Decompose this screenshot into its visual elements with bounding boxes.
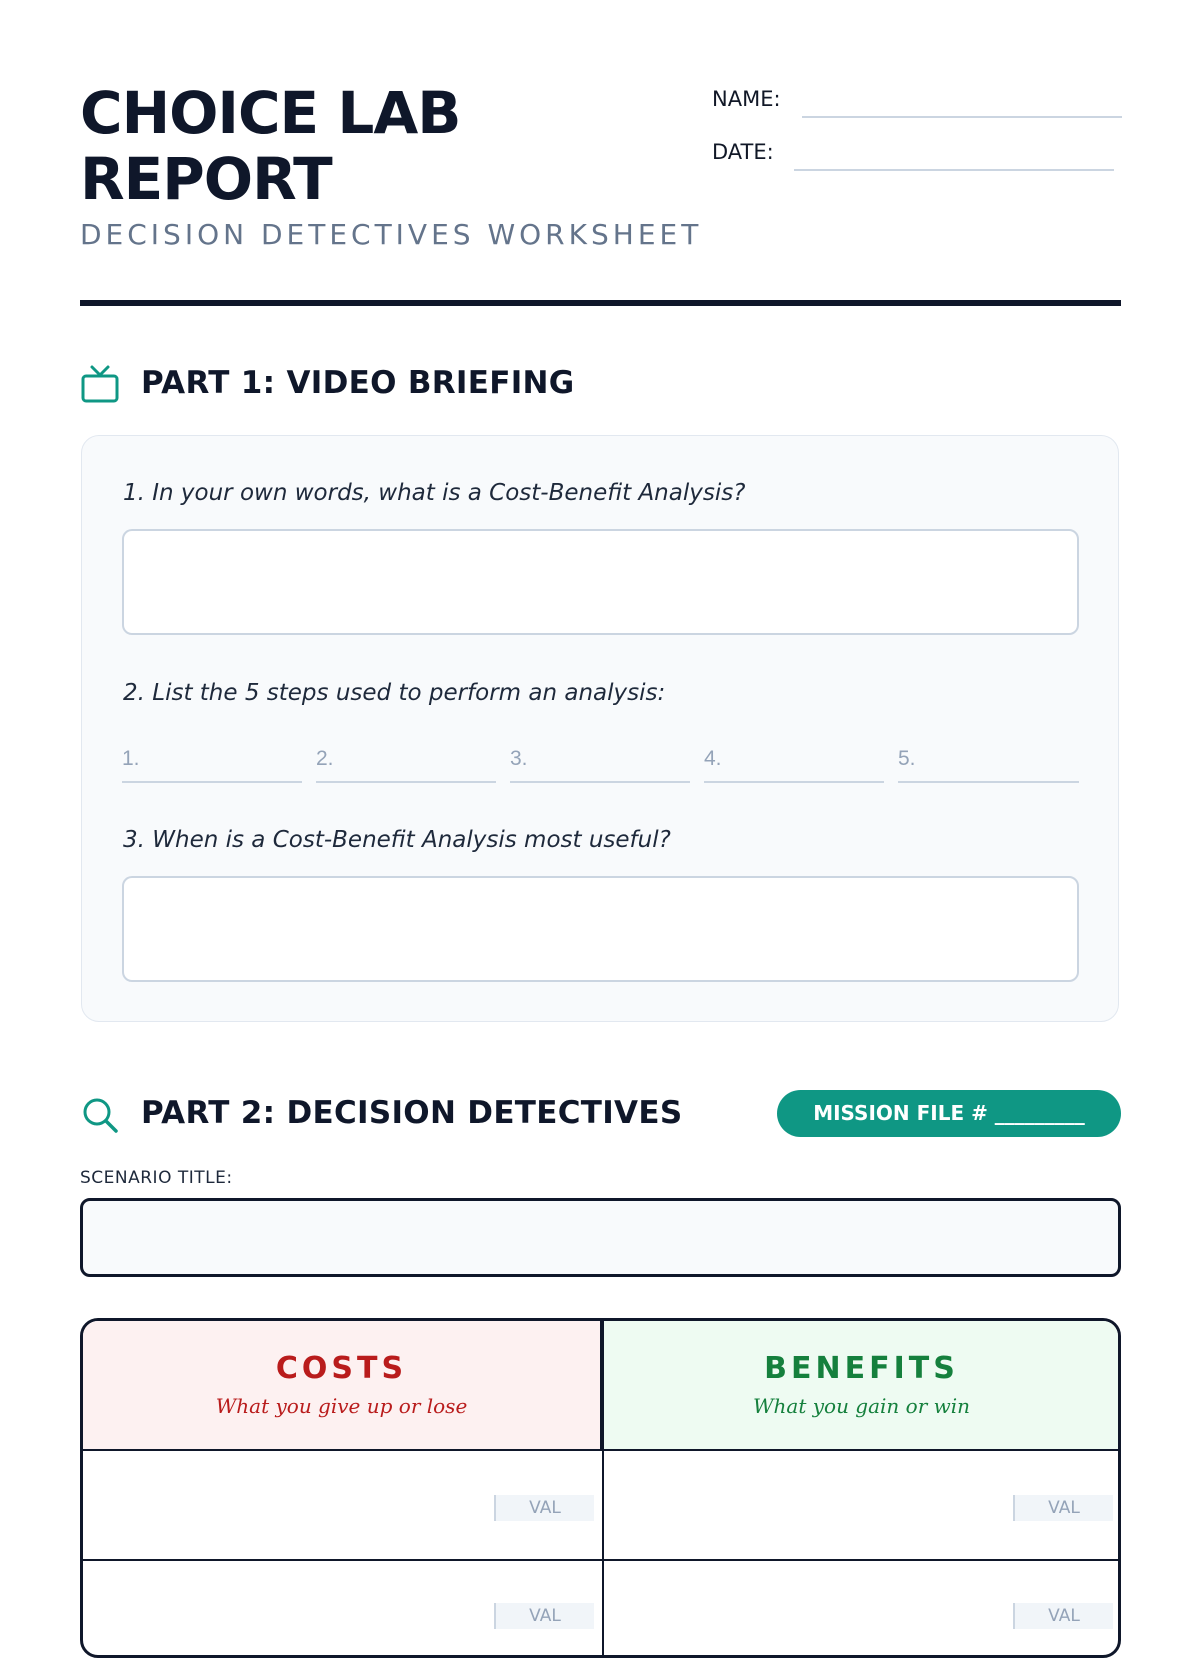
page-title (80, 80, 460, 212)
magnifier-icon (80, 1095, 120, 1135)
title-line-1: CHOICE LAB (80, 79, 461, 147)
step-1-field[interactable]: 1. (122, 747, 302, 783)
cost-benefit-table (80, 1318, 1121, 1658)
costs-title: COSTS (275, 1351, 408, 1386)
step-4-field[interactable]: 4. (704, 747, 884, 783)
part1-title: PART 1: VIDEO BRIEFING (141, 365, 575, 401)
name-field[interactable] (802, 116, 1122, 118)
answer-1-box[interactable] (122, 529, 1079, 635)
question-1: 1. In your own words, what is a Cost-Benefit Analysis? (123, 480, 746, 506)
question-2: 2. List the 5 steps used to perform an analysis: (123, 680, 666, 706)
benefits-subtitle: What you gain or win (752, 1394, 971, 1418)
benefits-title: BENEFITS (764, 1351, 959, 1386)
cost-val-1[interactable]: VAL (494, 1495, 594, 1521)
date-label: DATE: (712, 140, 774, 164)
part2-title: PART 2: DECISION DETECTIVES (141, 1095, 683, 1131)
benefit-val-2[interactable]: VAL (1013, 1603, 1113, 1629)
scenario-title-label: SCENARIO TITLE: (80, 1168, 233, 1188)
step-2-field[interactable]: 2. (316, 747, 496, 783)
name-label: NAME: (712, 87, 781, 111)
title-line-2: REPORT (80, 145, 332, 213)
benefit-val-1[interactable]: VAL (1013, 1495, 1113, 1521)
step-5-field[interactable]: 5. (898, 747, 1079, 783)
cost-val-2[interactable]: VAL (494, 1603, 594, 1629)
mission-file-badge: MISSION FILE # _________ (777, 1090, 1121, 1137)
date-field[interactable] (794, 169, 1114, 171)
scenario-title-input[interactable] (80, 1198, 1121, 1277)
page-subtitle: DECISION DETECTIVES WORKSHEET (80, 218, 703, 251)
step-3-field[interactable]: 3. (510, 747, 690, 783)
answer-3-box[interactable] (122, 876, 1079, 982)
header-divider (80, 300, 1121, 306)
question-3: 3. When is a Cost-Benefit Analysis most useful? (123, 827, 671, 853)
benefits-header (602, 1321, 1121, 1449)
costs-header (83, 1321, 602, 1449)
tv-icon (80, 364, 120, 404)
costs-subtitle: What you give up or lose (215, 1394, 468, 1418)
